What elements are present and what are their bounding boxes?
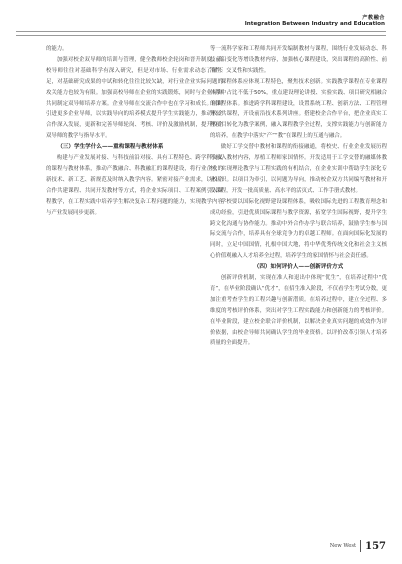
paragraph: 的能力。: [46, 46, 68, 52]
column-title-zh: 产教融合: [362, 15, 385, 21]
right-column: [210, 44, 387, 349]
column-title-en: Integration Between Industry and Education: [244, 21, 385, 27]
header-rule-top: [16, 31, 386, 32]
paragraph: 等一流科学家和工程师共同开发编制教材与课程，围绕行业发展动态、科技前沿变化等增设教材内容，加强核心课程建设，突出课程的高阶性、前沿性、交叉性和实践性。: [210, 46, 387, 74]
paragraph: 课程体系应体现工程特色，聚焦技术创新。实践教学课程在专业课程体系中占比不低于50%，重点建设理论讲授、实验实践、项目研究相融合的课程体系。推进跨学科课程建设，设置系统工程、创新方法、工程管理等公共课程，开设前沿技术系列讲座。搭建校企合作平台，把企业真实工程项目转化为教学案例，融入课程教学全过程，支撑实践能力与创新能力的培养，在教学中落实“产”“教”在课程上的互通与融合。: [210, 78, 387, 140]
paragraph: 创新评价机制，实现在准人和退出中体现“优生”，在培养过程中“优育”，在毕业阶段确认“优才”，在招生准入阶段，不仅看学生考试分数，更加注重考查学生的工程兴趣与创新潜质。在培养过程中，建立全过程、多维度的考核评价体系，突出对学生工程实践能力和创新能力的考核评价。在毕业阶段，建立校企联合评价机制，以解决企业真实问题的成效作为评价依据，由校企导师共同确认学生的毕业资格。以评价改革引领人才培养质量的全面提升。: [210, 275, 387, 347]
paragraph: 加强对校企双导师的培训与管理，健全教师校企轮岗和晋升制度。高校导师往往对基础科学有深入研究，但是对市场、行业需求动态了解不足，对基础研究成果的中试和转化往往比较欠缺，对行业企业实际问题的攻关能力也较为有限。加强高校导师在企业的实践锻炼，同时与企业导师共同制定双导师培养方案。企业导师在交流合作中也在学习和成长。同时引进更多企业导师，以实践导向的培养模式提升学生实践能力，推动校企合作深入发展，更新和完善导师轮岗、考核、评价及激励机制，提升校企双导师的教学与指导水平。: [46, 56, 223, 140]
paragraph: 构建与产业发展对接、与科技前沿对接、具有工程特色、跨学科交叉的课程与教材体系，推动产教融合、科教融汇的课程建设，将行业企业的新技术、新工艺、新规范及时纳入教学内容。紧密对接产业需求，以校企合作共建课程、共同开发教材等方式，将企业实际项目、工程案例引入课程教学，在工程实践中培养学生解决复杂工程问题的能力，实现教学内容与产业发展同步更新。: [46, 155, 223, 216]
page-number: 157: [365, 540, 386, 552]
paragraph: 学校要以国际化视野建设课程体系，吸收国际先进的工程教育理念和成功经验，引进优质国际课程与教学资源，拓宽学生国际视野，提升学生跨文化沟通与协作能力。推动中外合作办学与联合培养，鼓励学生参与国际交流与合作，培养具有全球竞争力的卓越工程师。在面向国际化发展的同时，立足中国国情，扎根中国大地，将中华优秀传统文化和社会主义核心价值观融入人才培养全过程，培养学生的家国情怀与社会责任感。: [210, 198, 387, 260]
page-header: [0, 0, 402, 40]
footer-divider: [360, 540, 361, 552]
section-heading: （三）学生学什么——重构课程与教材体系: [57, 144, 164, 151]
page-footer: [330, 538, 386, 554]
header-rule-bottom: [16, 35, 386, 36]
magazine-name: New West: [329, 543, 357, 549]
section-heading: （四）如何评价人——创新评价方式: [253, 264, 344, 271]
left-column: [46, 44, 223, 219]
paragraph: 做好工学交替中教材和课程的衔接融通，将校史、行业企业发展历程等融入教材内容，厚植工程师家国情怀。开发适用于工学交替的融媒体教材，实现理论教学与工程实践的有机结合，在企业实训中帮助学生深化专业认识。以项目为牵引，以问题为导向，推动校企双方共同编写教材和开发课程，开发一批高质量、高水平的活页式、工作手册式教材。: [210, 144, 387, 194]
